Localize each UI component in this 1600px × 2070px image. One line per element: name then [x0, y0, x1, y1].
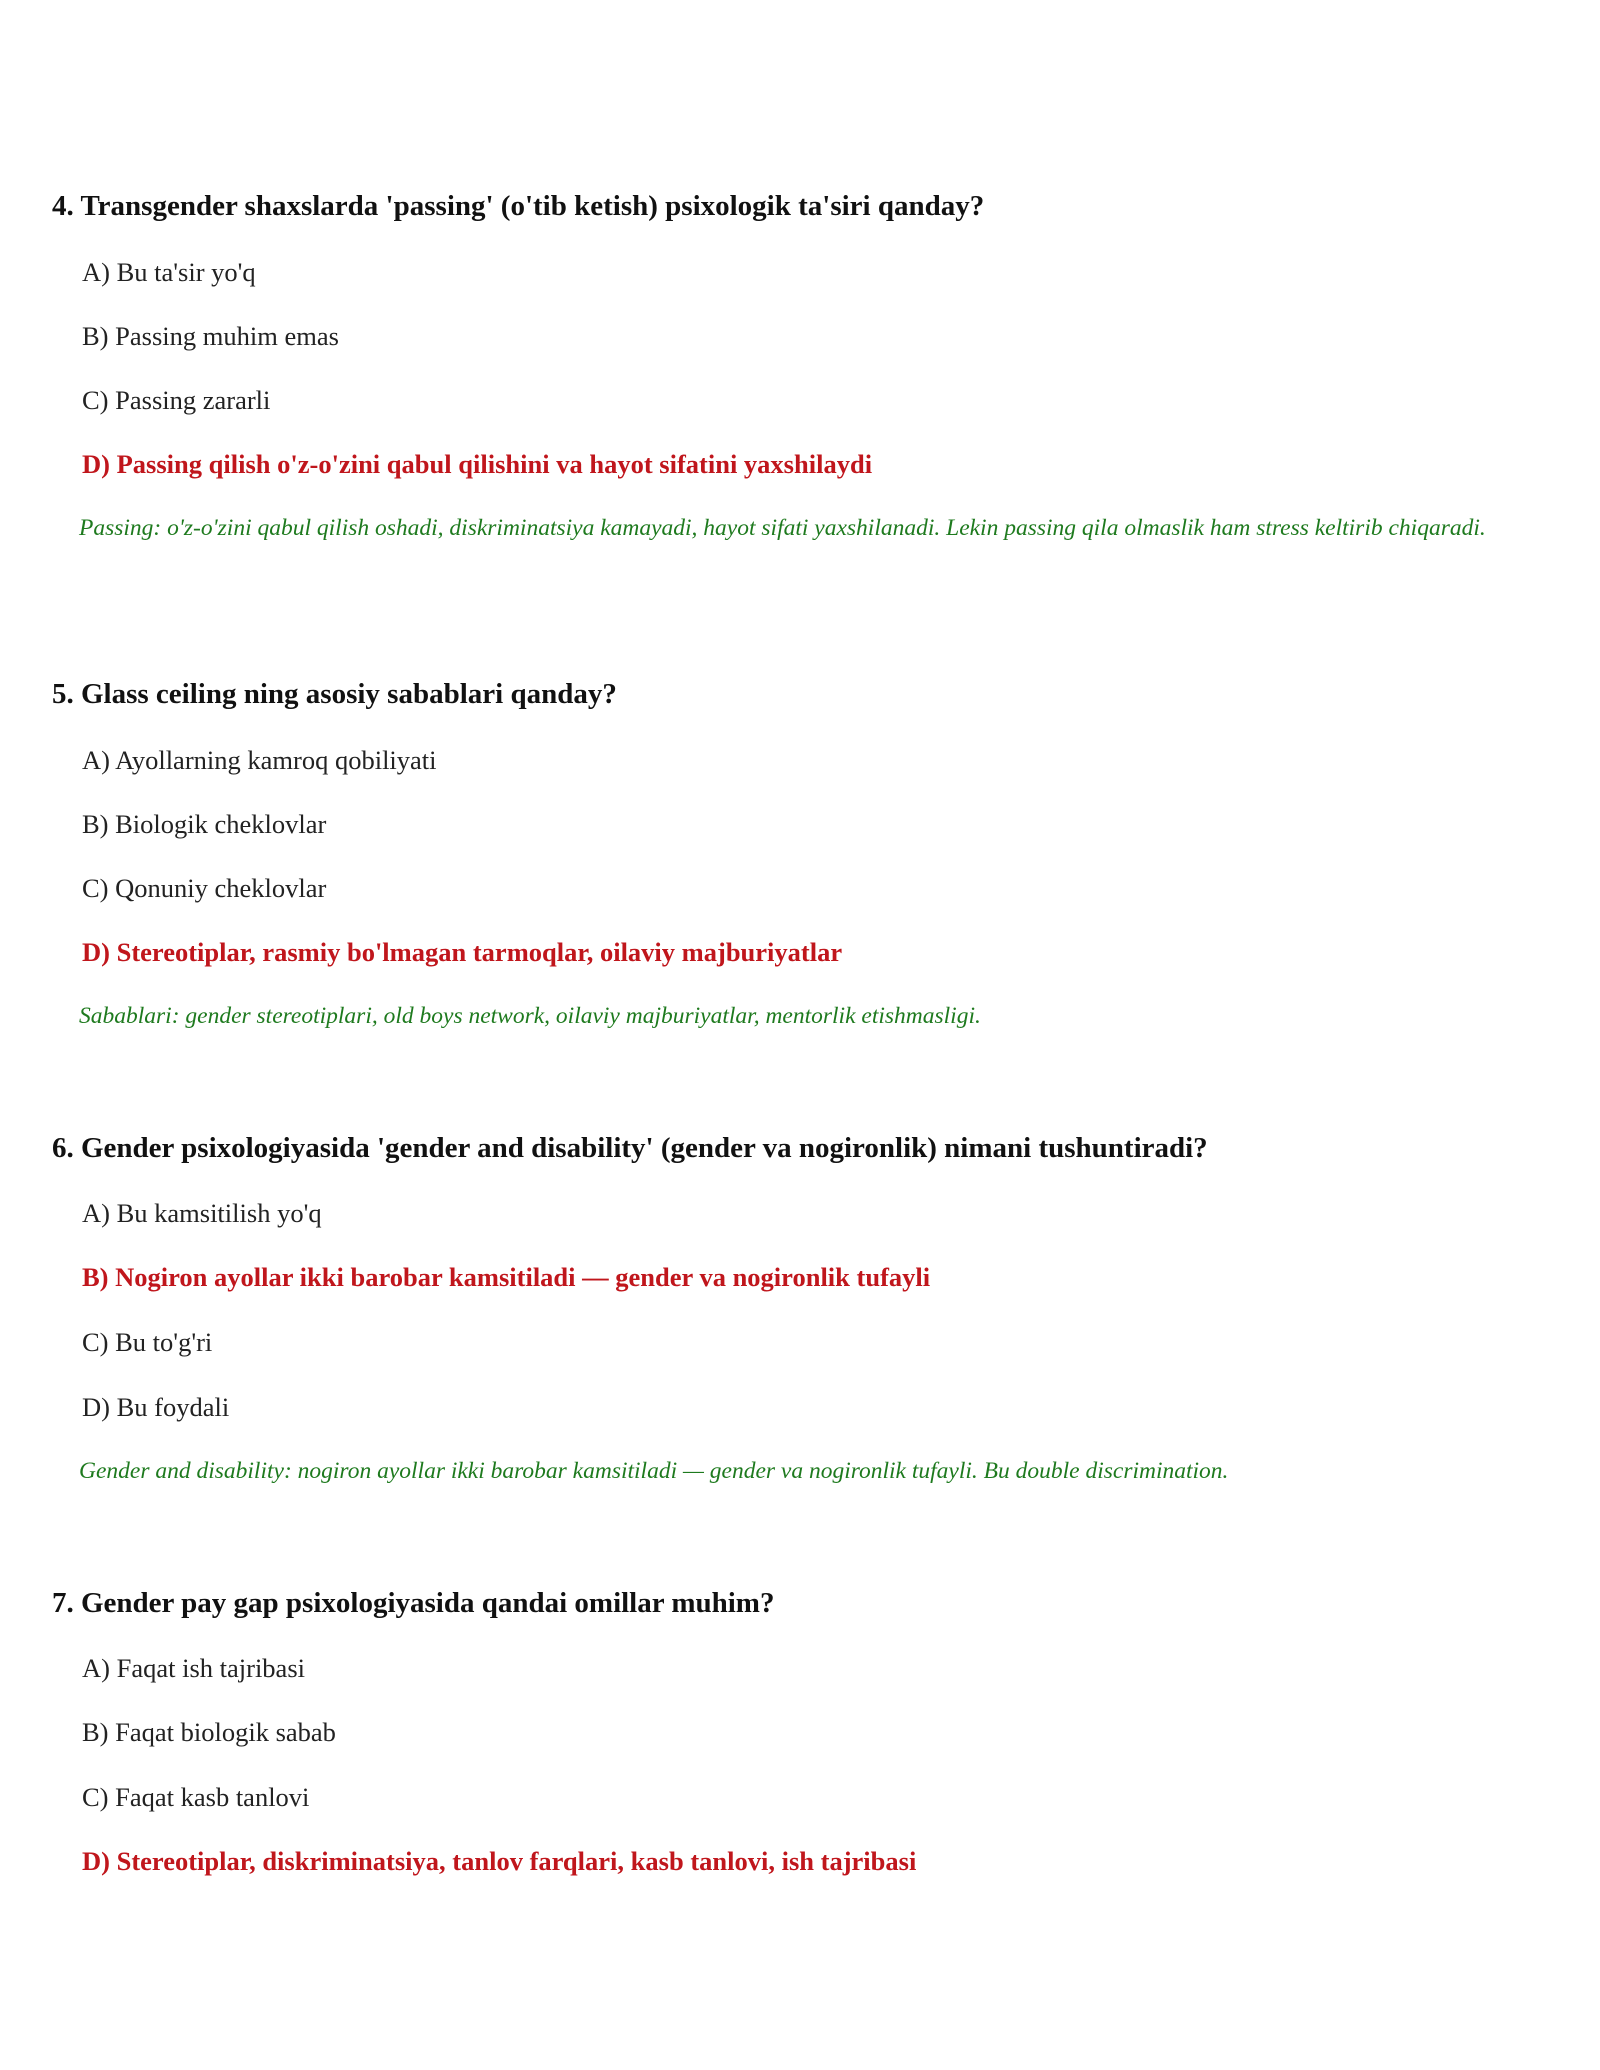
option-d: D) Bu foydali	[82, 1392, 230, 1422]
option-d-correct: D) Stereotiplar, diskriminatsiya, tanlov farqlari, kasb tanlovi, ish tajribasi	[82, 1846, 917, 1876]
question-4	[52, 188, 1552, 541]
option-c: C) Bu to'g'ri	[82, 1327, 213, 1357]
explanation: Sabablari: gender stereotiplari, old boys network, oilaviy majburiyatlar, mentorlik etishmasligi.	[79, 1003, 981, 1029]
option-b: B) Biologik cheklovlar	[82, 809, 327, 839]
option-a: A) Faqat ish tajribasi	[82, 1653, 305, 1683]
question-title: 4. Transgender shaxslarda 'passing' (o'tib ketish) psixologik ta'siri qanday?	[52, 190, 985, 222]
option-c: C) Qonuniy cheklovlar	[82, 873, 327, 903]
option-a: A) Bu kamsitilish yo'q	[82, 1198, 322, 1228]
question-5	[52, 676, 1552, 1029]
explanation: Passing: o'z-o'zini qabul qilish oshadi, diskriminatsiya kamayadi, hayot sifati yaxshilanadi. Lekin passing qila olmaslik ham stress keltirib chiqaradi.	[79, 515, 1486, 541]
explanation: Gender and disability: nogiron ayollar ikki barobar kamsitiladi — gender va nogironlik tufayli. Bu double discrimination.	[79, 1458, 1229, 1484]
option-b: B) Faqat biologik sabab	[82, 1717, 336, 1747]
option-d-correct: D) Passing qilish o'z-o'zini qabul qilishini va hayot sifatini yaxshilaydi	[82, 449, 873, 479]
question-6	[52, 1130, 1552, 1484]
option-b: B) Passing muhim emas	[82, 321, 339, 351]
option-c: C) Faqat kasb tanlovi	[82, 1782, 310, 1812]
question-title: 6. Gender psixologiyasida 'gender and disability' (gender va nogironlik) nimani tushuntiradi?	[52, 1132, 1208, 1164]
option-a: A) Ayollarning kamroq qobiliyati	[82, 745, 437, 775]
question-title: 5. Glass ceiling ning asosiy sabablari qanday?	[52, 678, 617, 710]
question-7	[52, 1585, 1552, 1876]
question-title: 7. Gender pay gap psixologiyasida qandai omillar muhim?	[52, 1587, 775, 1619]
option-c: C) Passing zararli	[82, 385, 271, 415]
option-a: A) Bu ta'sir yo'q	[82, 257, 256, 287]
option-b-correct: B) Nogiron ayollar ikki barobar kamsitiladi — gender va nogironlik tufayli	[82, 1262, 931, 1292]
option-d-correct: D) Stereotiplar, rasmiy bo'lmagan tarmoqlar, oilaviy majburiyatlar	[82, 937, 843, 967]
